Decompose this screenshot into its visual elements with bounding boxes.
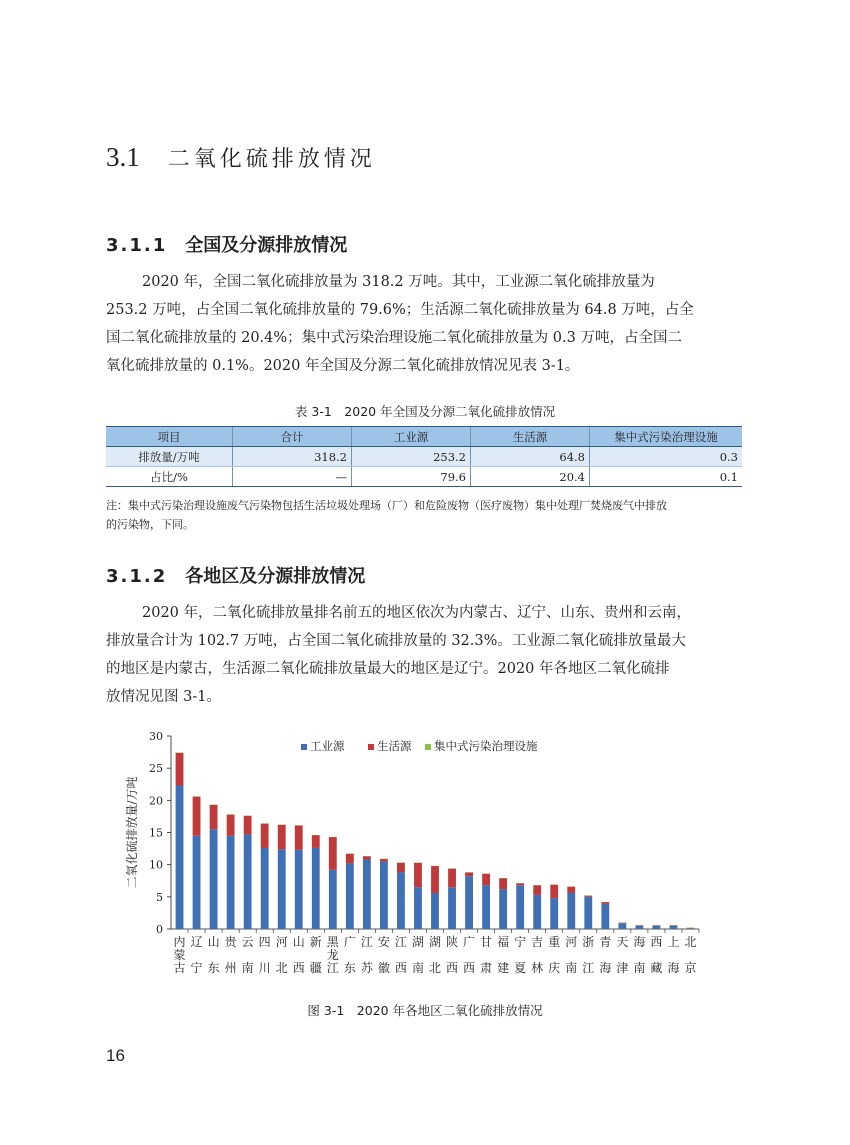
bar-industrial	[687, 928, 695, 929]
paragraph-2-line: 排放量合计为 102.7 万吨，占全国二氧化硫排放量的 32.3%。工业源二氧化硫排放量最大	[106, 633, 686, 649]
table-header-cell: 合计	[233, 427, 352, 447]
x-tick-label: 青海	[599, 935, 612, 975]
bar-domestic	[550, 885, 558, 899]
bar-domestic	[244, 816, 252, 835]
x-tick-label: 宁夏	[514, 935, 527, 975]
x-tick-label: 河南	[565, 935, 578, 975]
chart-legend	[301, 739, 538, 753]
legend-swatch	[425, 744, 431, 750]
bar-industrial	[533, 895, 541, 929]
bar-industrial	[176, 786, 184, 929]
bar-domestic	[482, 874, 490, 886]
legend-swatch	[301, 744, 307, 750]
bar-industrial	[618, 923, 626, 929]
table-row	[106, 447, 742, 467]
paragraph-1-line: 2020 年，全国二氧化硫排放量为 318.2 万吨。其中，工业源二氧化硫排放量为	[142, 274, 655, 290]
table-cell: —	[233, 467, 352, 487]
x-tick-label: 重庆	[548, 935, 561, 975]
subsection-title-1: 全国及分源排放情况	[185, 235, 348, 256]
table-header-row	[106, 427, 742, 447]
x-tick-label: 湖北	[428, 935, 442, 975]
bar-domestic	[346, 854, 354, 864]
x-tick-label: 贵州	[224, 935, 237, 975]
bar-industrial	[329, 870, 337, 929]
y-axis-label: 二氧化硫排放量/万吨	[125, 776, 139, 889]
section-number: 3.1	[106, 142, 140, 172]
x-tick-label: 西藏	[650, 935, 663, 975]
x-tick-label: 四川	[258, 935, 271, 975]
y-tick-label: 20	[149, 794, 163, 808]
bar-industrial	[601, 904, 609, 929]
bar-domestic	[465, 872, 473, 876]
table-cell: 79.6	[352, 467, 471, 487]
bar-industrial	[312, 848, 320, 929]
paragraph-1	[106, 268, 742, 380]
subsection-heading-1	[106, 231, 347, 257]
x-tick-label: 安徽	[377, 935, 390, 975]
so2-emissions-chart	[0, 720, 850, 990]
x-tick-label: 内蒙古	[173, 935, 186, 975]
bar-industrial	[278, 849, 286, 929]
bar-domestic	[584, 896, 592, 897]
bar-industrial	[380, 861, 388, 929]
bar-domestic	[210, 805, 218, 829]
bar-industrial	[670, 926, 678, 929]
table-row	[106, 467, 742, 487]
table-cell: 占比/%	[106, 467, 233, 487]
page-number: 16	[106, 1046, 125, 1065]
y-tick-label: 30	[149, 730, 163, 743]
table-caption: 表 3-1 2020 年全国及分源二氧化硫排放情况	[294, 404, 556, 419]
subsection-number-1: 3.1.1	[106, 235, 168, 256]
legend-label: 生活源	[377, 739, 412, 753]
bar-industrial	[227, 836, 235, 929]
subsection-heading-2	[106, 562, 365, 588]
paragraph-1-line: 国二氧化硫排放量的 20.4%；集中式污染治理设施二氧化硫排放量为 0.3 万吨，占全国二	[106, 330, 682, 346]
bar-domestic	[261, 823, 269, 847]
bar-domestic	[397, 863, 405, 873]
figure-caption: 图 3-1 2020 年各地区二氧化硫排放情况	[307, 1003, 543, 1018]
paragraph-1-line: 253.2 万吨，占全国二氧化硫排放量的 79.6%；生活源二氧化硫排放量为 64.8 万吨，占全	[106, 302, 694, 318]
table-note-line: 的污染物，下同。	[106, 518, 194, 531]
bar-domestic	[567, 887, 575, 893]
x-tick-label: 上海	[667, 935, 680, 975]
subsection-title-2: 各地区及分源排放情况	[185, 566, 366, 587]
x-tick-label: 浙江	[582, 935, 595, 975]
x-tick-label: 山西	[292, 935, 305, 975]
paragraph-2-line: 2020 年，二氧化硫排放量排名前五的地区依次为内蒙古、辽宁、山东、贵州和云南，	[142, 605, 692, 621]
x-tick-label: 江西	[394, 935, 407, 975]
section-heading	[106, 142, 376, 173]
bar-domestic	[516, 883, 524, 885]
bar-industrial	[465, 876, 473, 929]
bar-domestic	[601, 902, 609, 904]
table-header-cell: 集中式污染治理设施	[590, 427, 743, 447]
bar-industrial	[567, 893, 575, 929]
bar-domestic	[448, 869, 456, 888]
bar-domestic	[227, 814, 235, 835]
paragraph-2-line: 的地区是内蒙古，生活源二氧化硫排放量最大的地区是辽宁。2020 年各地区二氧化硫排	[106, 661, 670, 677]
x-tick-label: 北京	[684, 935, 697, 975]
table-cell: 0.1	[590, 467, 743, 487]
bar-industrial	[635, 926, 643, 929]
subsection-number-2: 3.1.2	[106, 566, 168, 587]
bar-industrial	[261, 848, 269, 929]
x-tick-label: 福建	[497, 935, 510, 975]
x-tick-label: 吉林	[531, 935, 544, 975]
bar-industrial	[295, 850, 303, 929]
y-tick-label: 10	[149, 858, 163, 872]
bar-domestic	[329, 837, 337, 870]
x-axis-labels	[174, 934, 697, 975]
x-tick-label: 云南	[241, 935, 254, 975]
bar-industrial	[448, 887, 456, 929]
table-cell: 排放量/万吨	[106, 447, 233, 467]
chart-bars	[176, 753, 699, 933]
y-tick-label: 15	[149, 826, 163, 840]
bar-industrial	[584, 897, 592, 929]
table-header-cell: 生活源	[471, 427, 590, 447]
table-cell: 318.2	[233, 447, 352, 467]
paragraph-1-line: 氧化硫排放量的 0.1%。2020 年全国及分源二氧化硫排放情况见表 3-1。	[106, 358, 580, 374]
bar-industrial	[244, 834, 252, 929]
legend-label: 集中式污染治理设施	[434, 739, 538, 753]
bar-domestic	[278, 825, 286, 849]
legend-label: 工业源	[310, 739, 345, 753]
paragraph-2-line: 放情况见图 3-1。	[106, 689, 221, 705]
x-tick-label: 江苏	[360, 935, 373, 975]
bar-industrial	[482, 885, 490, 929]
bar-domestic	[414, 863, 422, 887]
x-tick-label: 广东	[343, 935, 356, 975]
bar-domestic	[533, 885, 541, 895]
bar-domestic	[363, 856, 371, 859]
table-cell: 0.3	[590, 447, 743, 467]
x-tick-label: 广西	[463, 935, 476, 975]
bar-industrial	[346, 863, 354, 929]
bar-domestic	[193, 796, 201, 835]
bar-industrial	[397, 872, 405, 929]
legend-swatch	[368, 744, 374, 750]
x-tick-label: 天津	[616, 935, 629, 975]
table-header-cell: 项目	[106, 427, 233, 447]
x-tick-label: 湖南	[411, 935, 424, 975]
emissions-table	[106, 426, 742, 487]
paragraph-2	[106, 599, 742, 711]
table-header-cell: 工业源	[352, 427, 471, 447]
section-title: 二氧化硫排放情况	[167, 147, 376, 172]
x-tick-label: 山东	[207, 935, 220, 975]
x-tick-label: 陕西	[446, 935, 459, 975]
table-cell: 253.2	[352, 447, 471, 467]
table-cell: 20.4	[471, 467, 590, 487]
bar-domestic	[295, 825, 303, 849]
bar-industrial	[414, 887, 422, 929]
bar-domestic	[380, 859, 388, 862]
bar-industrial	[516, 885, 524, 929]
bar-domestic	[312, 835, 320, 848]
bar-domestic	[499, 878, 507, 889]
y-tick-label: 0	[156, 923, 163, 936]
bar-industrial	[210, 829, 218, 929]
x-tick-label: 甘肃	[480, 935, 493, 975]
x-tick-label: 黑龙江	[326, 935, 339, 975]
table-cell: 64.8	[471, 447, 590, 467]
x-tick-label: 海南	[633, 935, 646, 975]
bar-industrial	[431, 893, 439, 929]
y-tick-label: 25	[149, 762, 163, 776]
bar-industrial	[193, 836, 201, 929]
bar-industrial	[363, 860, 371, 929]
x-tick-label: 辽宁	[190, 935, 203, 975]
y-tick-label: 5	[156, 890, 163, 904]
table-note-line: 注：集中式污染治理设施废气污染物包括生活垃圾处理场（厂）和危险废物（医疗废物）集中处理厂焚烧废气中排放	[106, 499, 667, 512]
x-tick-label: 新疆	[309, 935, 322, 975]
bar-domestic	[176, 753, 184, 786]
bar-domestic	[431, 866, 439, 893]
bar-industrial	[499, 889, 507, 929]
bar-industrial	[653, 926, 661, 929]
bar-industrial	[550, 898, 558, 929]
x-tick-label: 河北	[275, 935, 288, 975]
table-note	[106, 496, 744, 534]
